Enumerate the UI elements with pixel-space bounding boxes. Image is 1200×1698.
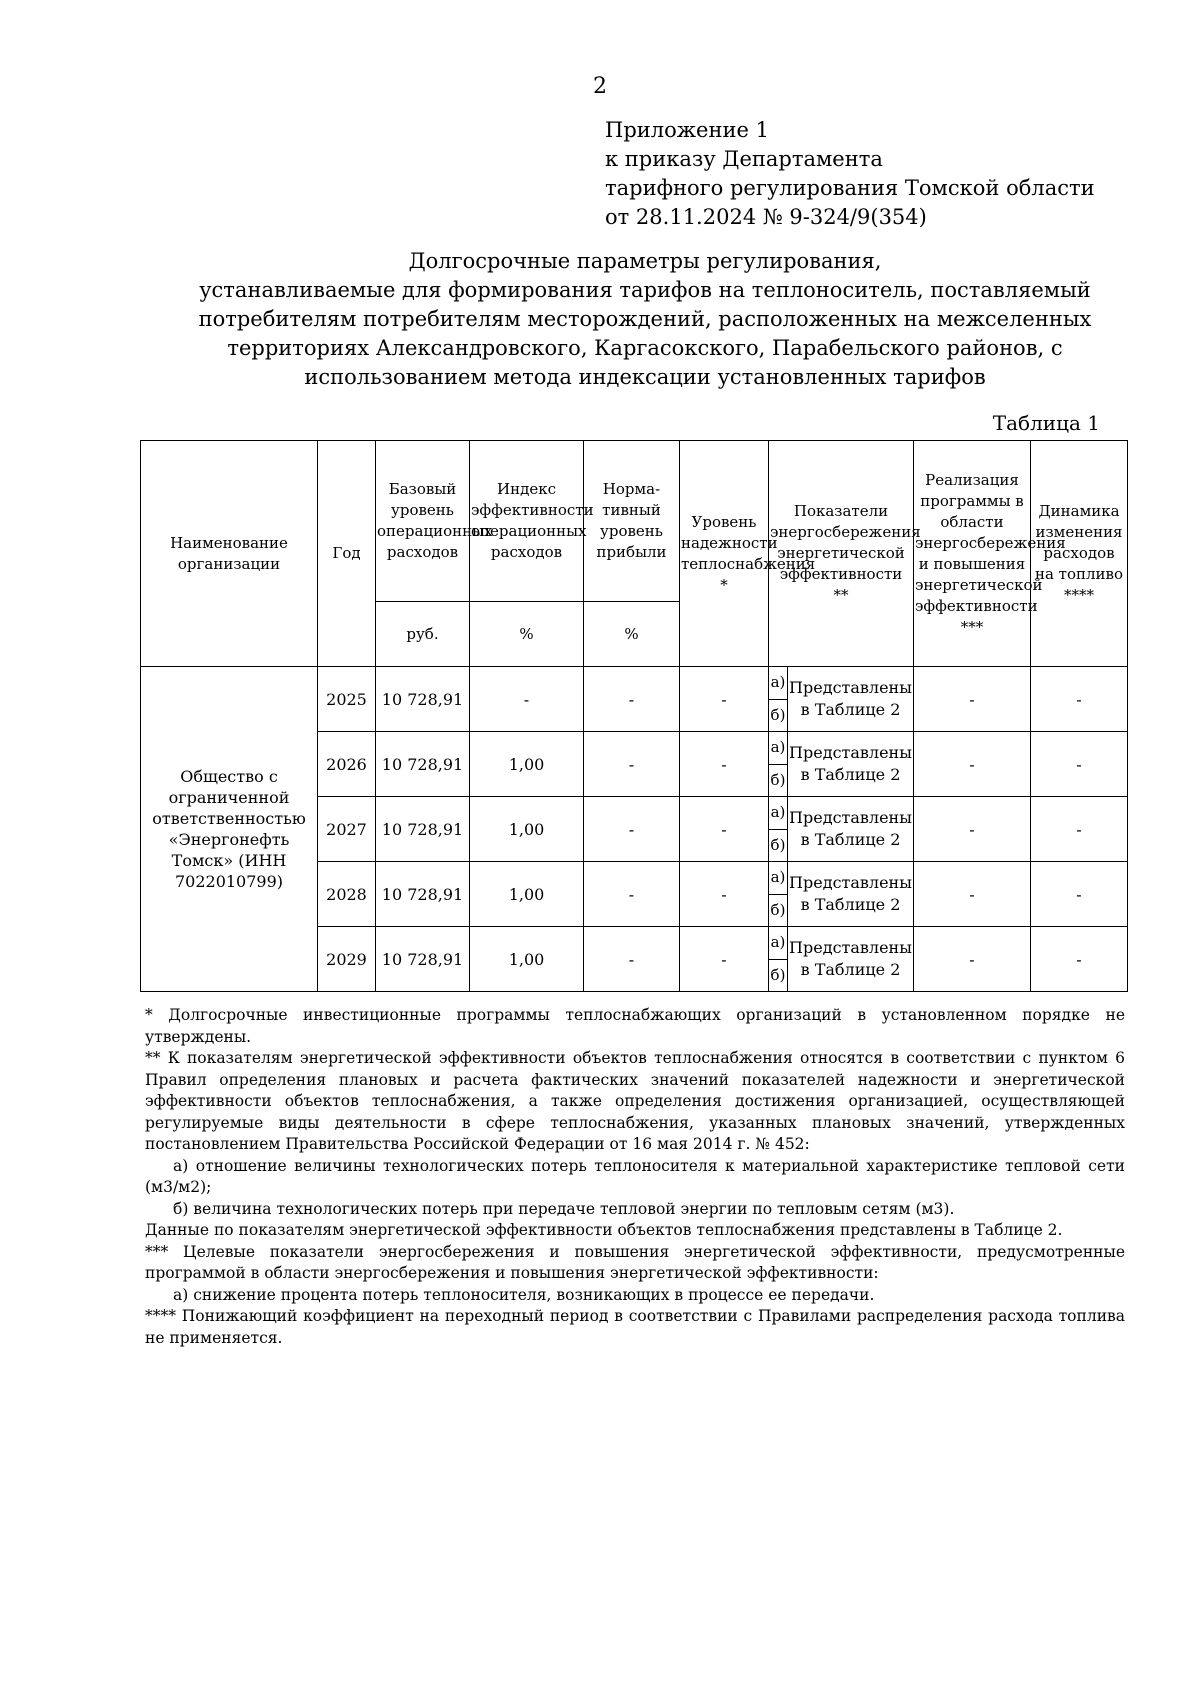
page-number: 2 [593, 74, 607, 99]
header-org: Наименование организации [141, 441, 318, 667]
cell-program: - [914, 797, 1031, 862]
appendix-line: к приказу Департамента [605, 147, 883, 171]
title-line: устанавливаемые для формирования тарифов на теплоноситель, поставляемый [199, 278, 1091, 302]
header-energy: Показатели энергосбережения энергетической эффективности ** [769, 441, 914, 667]
letter-b: б) [770, 835, 786, 854]
cell-energy [769, 862, 914, 927]
header-fuel: Динамика изменения расходов на топливо **** [1031, 441, 1128, 667]
cell-program: - [914, 732, 1031, 797]
cell-base: 10 728,91 [376, 927, 470, 992]
header-program: Реализация программы в области энергосбережения и повышения энергетической эффективности *** [914, 441, 1031, 667]
header-profit: Норма-тивный уровень прибыли [584, 441, 680, 602]
cell-base: 10 728,91 [376, 862, 470, 927]
cell-year: 2025 [318, 667, 376, 732]
letter-b: б) [770, 770, 786, 789]
cell-profit: - [584, 927, 680, 992]
cell-year: 2026 [318, 732, 376, 797]
cell-index: 1,00 [470, 862, 584, 927]
cell-fuel: - [1031, 927, 1128, 992]
appendix-line: от 28.11.2024 № 9-324/9(354) [605, 205, 927, 229]
energy-text: Представлены в Таблице 2 [789, 873, 912, 914]
cell-index: 1,00 [470, 732, 584, 797]
letter-a: а) [769, 667, 787, 700]
footnote-item: а) отношение величины технологических потерь теплоносителя к материальной характеристике тепловой сети (м3/м2); [145, 1156, 1125, 1196]
unit-profit: % [584, 602, 680, 667]
cell-base: 10 728,91 [376, 797, 470, 862]
cell-index: - [470, 667, 584, 732]
title-line: потребителям потребителям месторождений, расположенных на межселенных [198, 307, 1092, 331]
letter-a: а) [769, 862, 787, 895]
footnote: * Долгосрочные инвестиционные программы теплоснабжающих организаций в установленном порядке не утверждены. [145, 1006, 1125, 1046]
title-line: использованием метода индексации установленных тарифов [304, 365, 986, 389]
letter-b: б) [770, 965, 786, 984]
cell-reliability: - [680, 732, 769, 797]
header-year: Год [318, 441, 376, 667]
energy-text: Представлены в Таблице 2 [789, 743, 912, 784]
cell-year: 2029 [318, 927, 376, 992]
cell-fuel: - [1031, 732, 1128, 797]
footnote: *** Целевые показатели энергосбережения и повышения энергетической эффективности, предусмотренные программой в области энергосбережения и повышения энергетической эффективности: [145, 1242, 1125, 1282]
footnote-item: а) снижение процента потерь теплоносителя, возникающих в процессе ее передачи. [173, 1285, 875, 1304]
header-reliability: Уровень надежности теплоснабжения * [680, 441, 769, 667]
cell-program: - [914, 667, 1031, 732]
unit-index: % [470, 602, 584, 667]
appendix-line: Приложение 1 [605, 118, 769, 142]
cell-reliability: - [680, 797, 769, 862]
energy-text: Представлены в Таблице 2 [789, 938, 912, 979]
footnotes [145, 1005, 1125, 1349]
energy-text: Представлены в Таблице 2 [789, 808, 912, 849]
cell-energy [769, 797, 914, 862]
header-index: Индекс эффективности операционных расходов [470, 441, 584, 602]
cell-profit: - [584, 797, 680, 862]
cell-fuel: - [1031, 862, 1128, 927]
cell-index: 1,00 [470, 797, 584, 862]
cell-energy [769, 667, 914, 732]
cell-profit: - [584, 732, 680, 797]
header-base: Базовый уровень операционных расходов [376, 441, 470, 602]
footnote: Данные по показателям энергетической эффективности объектов теплоснабжения представлены в Таблице 2. [145, 1221, 1063, 1239]
cell-base: 10 728,91 [376, 732, 470, 797]
cell-program: - [914, 927, 1031, 992]
cell-reliability: - [680, 862, 769, 927]
cell-reliability: - [680, 927, 769, 992]
cell-year: 2027 [318, 797, 376, 862]
cell-index: 1,00 [470, 927, 584, 992]
letter-a: а) [769, 927, 787, 960]
letter-a: а) [769, 732, 787, 765]
table-row [141, 667, 1128, 732]
appendix-line: тарифного регулирования Томской области [605, 176, 1095, 200]
letter-b: б) [770, 705, 786, 724]
appendix-block [605, 116, 1095, 232]
title-line: территориях Александровского, Каргасокского, Парабельского районов, с [227, 336, 1063, 360]
parameters-table [140, 440, 1128, 992]
footnote-item: б) величина технологических потерь при передаче тепловой энергии по тепловым сетям (м3). [173, 1199, 955, 1218]
cell-fuel: - [1031, 797, 1128, 862]
footnote: ** К показателям энергетической эффективности объектов теплоснабжения относятся в соответствии с пунктом 6 Правил определения плановых и расчета фактических значений показателей надежности и энергетической эффективности объектов теплоснабжения, а также определения достижения организацией, осуществляющей регулируемые виды деятельности в сфере теплоснабжения, указанных плановых значений, утвержденных постановлением Правительства Российской Федерации от 16 мая 2014 г. № 452: [145, 1049, 1125, 1153]
table-label: Таблица 1 [992, 411, 1100, 435]
energy-text: Представлены в Таблице 2 [789, 678, 912, 719]
cell-energy [769, 732, 914, 797]
unit-base: руб. [376, 602, 470, 667]
organization-name: Общество с ограниченной ответственностью «Энергонефть Томск» (ИНН 7022010799) [141, 667, 318, 992]
footnote: **** Понижающий коэффициент на переходный период в соответствии с Правилами распределения расхода топлива не применяется. [145, 1307, 1125, 1347]
letter-a: а) [769, 797, 787, 830]
document-title [120, 247, 1170, 392]
cell-year: 2028 [318, 862, 376, 927]
title-line: Долгосрочные параметры регулирования, [408, 249, 882, 273]
cell-program: - [914, 862, 1031, 927]
cell-base: 10 728,91 [376, 667, 470, 732]
cell-profit: - [584, 862, 680, 927]
cell-reliability: - [680, 667, 769, 732]
cell-energy [769, 927, 914, 992]
cell-profit: - [584, 667, 680, 732]
cell-fuel: - [1031, 667, 1128, 732]
letter-b: б) [770, 900, 786, 919]
